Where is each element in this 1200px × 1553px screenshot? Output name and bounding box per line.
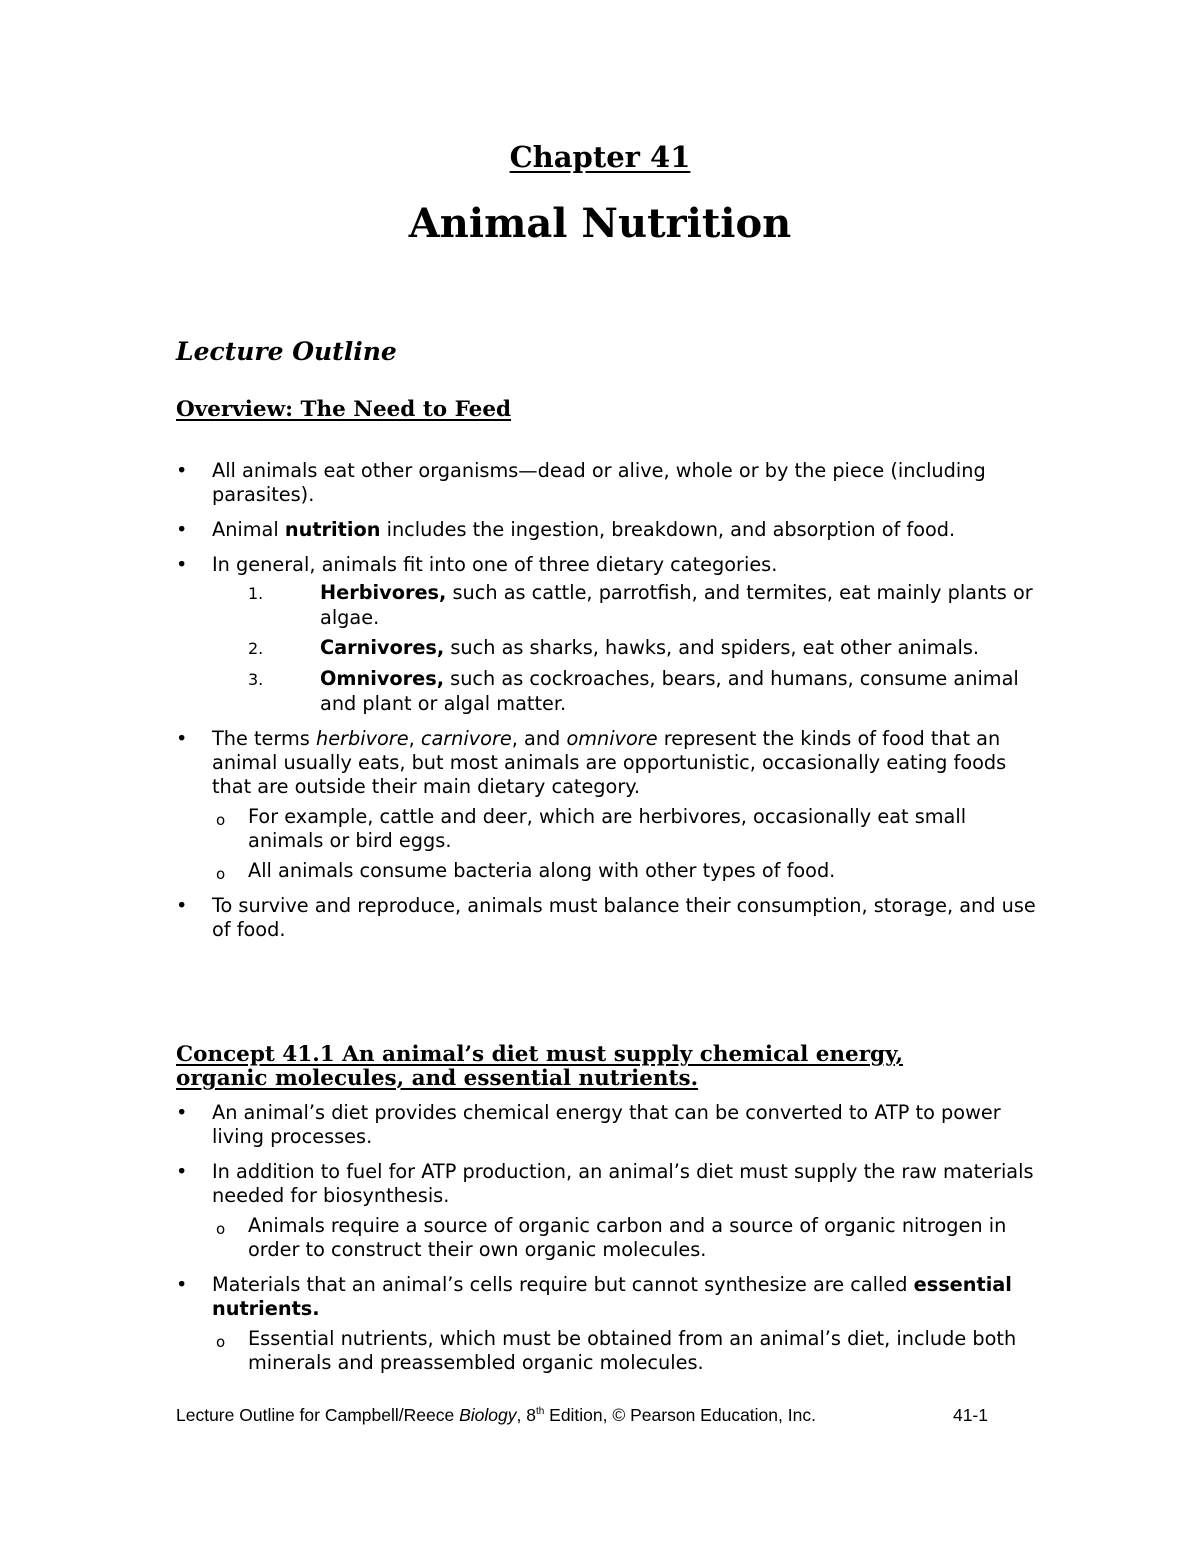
concept-heading: Concept 41.1 An animal’s diet must supply chemical energy, organic molecules, and essential nutrients. (176, 1042, 904, 1091)
page-footer: Lecture Outline for Campbell/Reece Biology, 8th Edition, © Pearson Education, Inc. 41-1 (176, 1405, 988, 1425)
list-item: • In general, animals fit into one of three dietary categories. (176, 553, 1036, 577)
numbered-item: 3. Omnivores, such as cockroaches, bears, and humans, consume animal and plant or algal matter. (248, 667, 1019, 715)
concept-section (176, 1043, 1036, 1381)
list-item: • All animals eat other organisms—dead or alive, whole or by the piece (including parasites). (176, 459, 1036, 507)
list-item: • The terms herbivore, carnivore, and omnivore represent the kinds of food that an animal usually eats, but most animals are opportunistic, occasionally eating foods that are outside their main dietary category. (176, 727, 1036, 799)
numbered-item: 1. Herbivores, such as cattle, parrotfish, and termites, eat mainly plants or algae. (248, 581, 1033, 629)
lecture-outline-heading: Lecture Outline (176, 337, 397, 366)
sub-list-item: o Essential nutrients, which must be obtained from an animal’s diet, include both minerals and preassembled organic molecules. (216, 1327, 1017, 1374)
list-item: • In addition to fuel for ATP production, an animal’s diet must supply the raw materials needed for biosynthesis. (176, 1160, 1036, 1208)
sub-list-item: o Animals require a source of organic carbon and a source of organic nitrogen in order to construct their own organic molecules. (216, 1214, 1007, 1261)
list-item: • An animal’s diet provides chemical energy that can be converted to ATP to power living processes. (176, 1101, 1036, 1149)
page-number: 41-1 (952, 1405, 988, 1425)
page-title: Animal Nutrition (408, 200, 792, 247)
overview-heading: Overview: The Need to Feed (176, 397, 512, 422)
chapter-heading: Chapter 41 (509, 140, 691, 174)
numbered-item: 2. Carnivores, such as sharks, hawks, and spiders, eat other animals. (248, 636, 980, 659)
sub-list-item: o All animals consume bacteria along with other types of food. (216, 859, 836, 883)
list-item: • To survive and reproduce, animals must balance their consumption, storage, and use of food. (176, 894, 1036, 942)
list-item: • Animal nutrition includes the ingestion, breakdown, and absorption of food. (176, 518, 1036, 542)
overview-section (176, 398, 1036, 953)
list-item: • Materials that an animal’s cells require but cannot synthesize are called essential nutrients. (176, 1273, 1036, 1321)
sub-list-item: o For example, cattle and deer, which are herbivores, occasionally eat small animals or bird eggs. (216, 805, 967, 852)
